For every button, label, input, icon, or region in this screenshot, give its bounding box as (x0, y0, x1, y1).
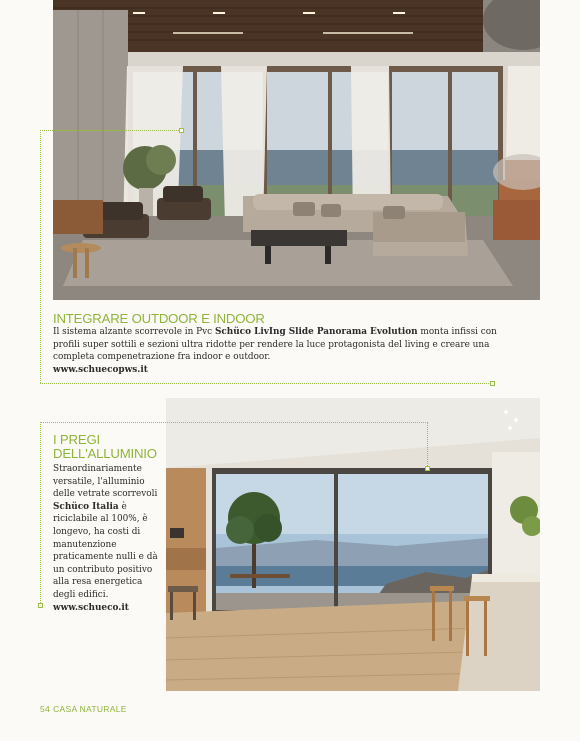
body-text-part: Straordinariamente versatile, l'alluminio delle vetrate scorrevoli (53, 464, 158, 500)
heading-line: DELL'ALLUMINIO (53, 446, 157, 461)
guide-dot (179, 128, 184, 133)
page-number: 54 (40, 704, 51, 714)
brand-name: Schüco Italia (53, 501, 119, 512)
guide-line-left (40, 422, 41, 605)
section-body-outdoor-indoor (53, 326, 523, 376)
body-text-part: monta infissi con profili super sottili e sezioni ultra ridotte per rendere la luce protagonista del living e creare una completa compenetrazione fra indoor e outdoor. (53, 327, 497, 363)
guide-dot (38, 603, 43, 608)
living-room-photo (53, 0, 540, 300)
guide-dot (490, 381, 495, 386)
guide-line-top (40, 422, 428, 423)
guide-line-right (427, 422, 428, 468)
magazine-name: CASA NATURALE (53, 704, 127, 714)
page-footer (40, 704, 127, 714)
heading-line: I PREGI (53, 432, 100, 447)
body-text-part: Il sistema alzante scorrevole in Pvc (53, 327, 215, 337)
website-link-schueco[interactable]: www.schueco.it (53, 602, 129, 613)
body-text-part: è riciclabile al 100%, è longevo, ha costi di manutenzione praticamente nulli e dà un contributo positivo alla resa energetica degli edifici. (53, 501, 158, 600)
website-link-schuecopws[interactable]: www.schuecopws.it (53, 364, 148, 375)
guide-line-top (40, 130, 181, 131)
section-body-aluminium (53, 463, 161, 614)
section-heading-outdoor-indoor: INTEGRARE OUTDOOR E INDOOR (53, 311, 265, 326)
guide-line-left (40, 130, 41, 383)
product-name: Schüco LivIng Slide Panorama Evolution (214, 327, 418, 337)
guide-dot (425, 466, 430, 471)
section-heading-aluminium (53, 433, 165, 461)
kitchen-sea-view-photo (166, 398, 540, 691)
guide-line-bottom (40, 383, 491, 384)
